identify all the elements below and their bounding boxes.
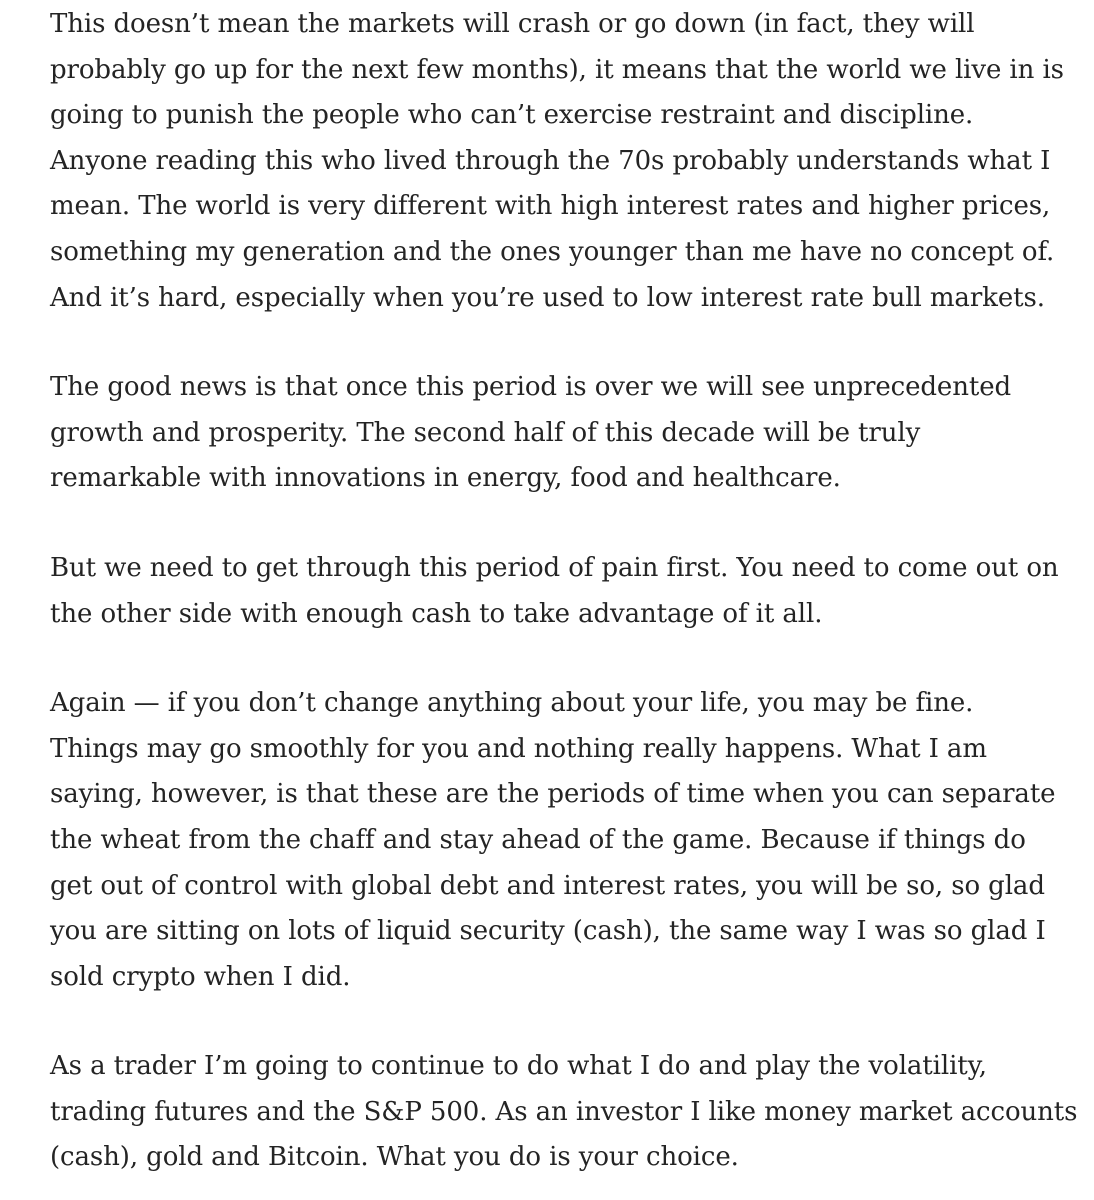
paragraph-line: something my generation and the ones younger than me have no concept of. — [50, 236, 1055, 267]
paragraph-line: remarkable with innovations in energy, food and healthcare. — [50, 463, 841, 494]
paragraph-1 — [50, 2, 1064, 321]
paragraph-line: growth and prosperity. The second half of this decade will be truly — [50, 417, 921, 448]
paragraph-line: trading futures and the S&P 500. As an investor I like money market accounts — [50, 1096, 1078, 1127]
paragraph-line: get out of control with global debt and interest rates, you will be so, so glad — [50, 870, 1045, 901]
paragraph-line: the other side with enough cash to take advantage of it all. — [50, 598, 823, 629]
paragraph-3 — [50, 546, 1060, 637]
paragraph-line: But we need to get through this period of pain first. You need to come out on — [50, 552, 1059, 583]
paragraph-line: sold crypto when I did. — [50, 961, 351, 992]
paragraph-line: Things may go smoothly for you and nothing really happens. What I am — [50, 733, 987, 764]
paragraph-line: Anyone reading this who lived through the 70s probably understands what I — [50, 145, 1051, 176]
paragraph-4 — [50, 681, 1060, 1000]
paragraph-line: The good news is that once this period is over we will see unprecedented — [50, 372, 1012, 403]
paragraph-line: saying, however, is that these are the periods of time when you can separate — [50, 779, 1056, 810]
paragraph-line: mean. The world is very different with high interest rates and higher prices, — [50, 191, 1051, 222]
paragraph-line: (cash), gold and Bitcoin. What you do is your choice. — [50, 1142, 739, 1173]
paragraph-line: This doesn’t mean the markets will crash or go down (in fact, they will — [50, 9, 975, 39]
paragraph-line: probably go up for the next few months), it means that the world we live in is — [50, 54, 1064, 85]
paragraph-line: the wheat from the chaff and stay ahead of the game. Because if things do — [50, 824, 1026, 855]
paragraph-line: Again — if you don’t change anything about your life, you may be fine. — [50, 688, 974, 719]
article-body — [50, 2, 1078, 1181]
paragraph-5 — [50, 1044, 1078, 1181]
paragraph-line: you are sitting on lots of liquid security (cash), the same way I was so glad I — [50, 916, 1046, 947]
paragraph-line: And it’s hard, especially when you’re used to low interest rate bull markets. — [50, 282, 1045, 313]
paragraph-line: going to punish the people who can’t exercise restraint and discipline. — [50, 100, 974, 131]
paragraph-line: As a trader I’m going to continue to do what I do and play the volatility, — [50, 1051, 987, 1082]
paragraph-2 — [50, 365, 1060, 502]
